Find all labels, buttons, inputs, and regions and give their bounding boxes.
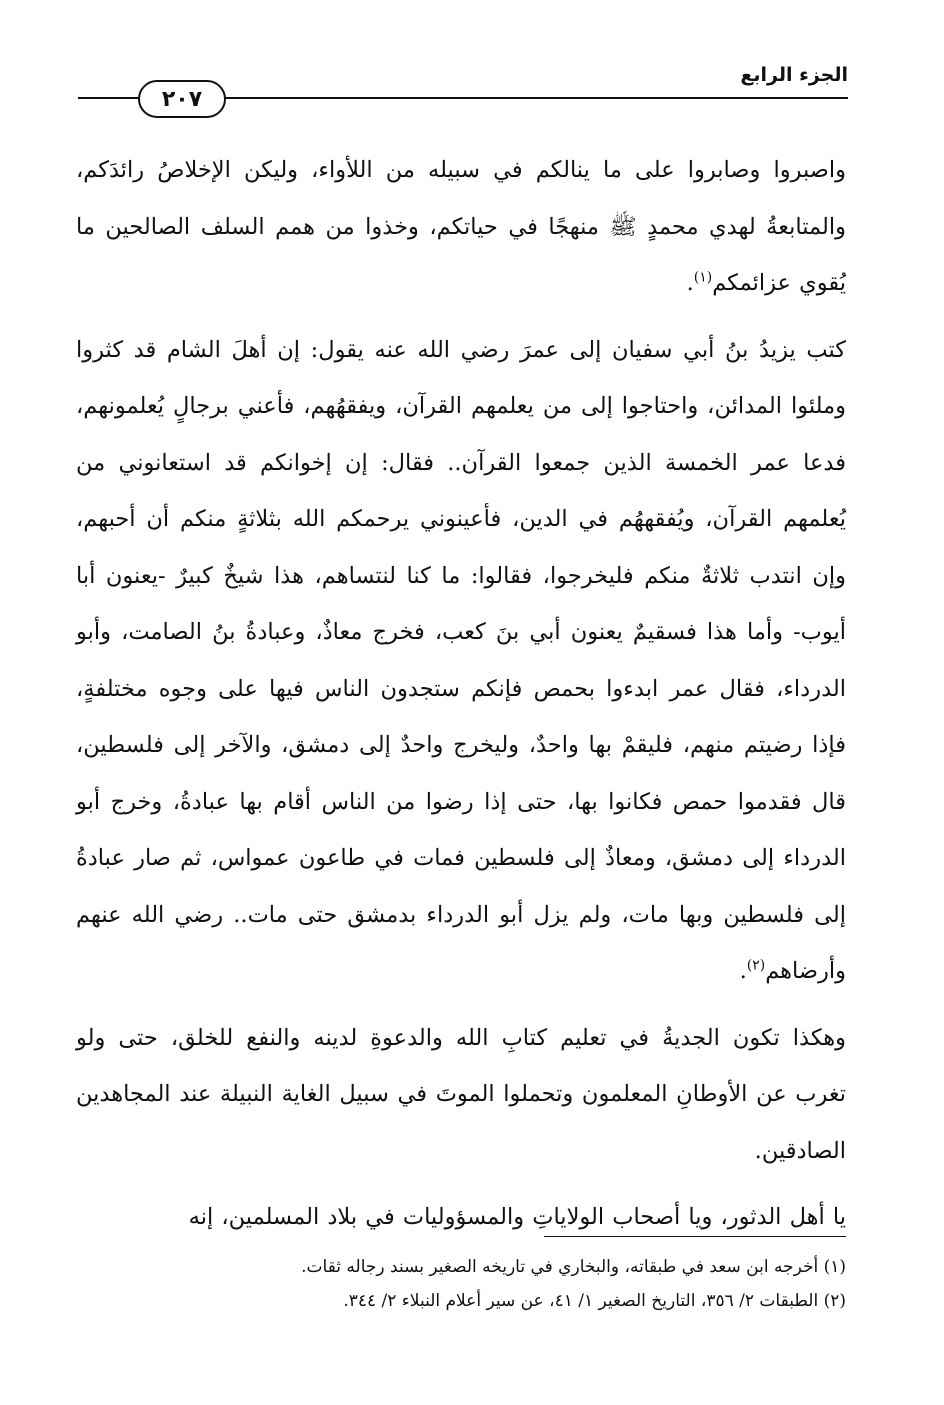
paragraph-text: كتب يزيدُ بنُ أبي سفيان إلى عمرَ رضي الله عنه يقول: إن أهلَ الشام قد كثروا وملئوا المدائن، واحتاجوا إلى من يعلمهم القرآن، ويفقهُهم، فأعني برجالٍ يُعلمونهم، فدعا عمر الخمسة الذين جمعوا القرآن.. فقال: إن إخوانكم قد استعانوني من يُعلمهم القرآن، ويُفقههُم في الدين، فأعينوني يرحمكم الله بثلاثةٍ منكم أن أحبهم، وإن انتدب ثلاثةٌ منكم فليخرجوا، فقالوا: ما كنا لنتساهم، هذا شيخٌ كبيرٌ -يعنون أبا أيوب- وأما هذا فسقيمٌ يعنون أبي بنَ كعب، فخرج معاذٌ، وعبادةُ بنُ الصامت، وأبو الدرداء، فقال عمر ابدءوا بحمص فإنكم ستجدون الناس فيها على وجوه مختلفةٍ، فإذا رضيتم منهم، فليقمْ بها واحدٌ، وليخرج واحدٌ إلى دمشق، والآخر إلى فلسطين، قال فقدموا حمص فكانوا بها، حتى إذا رضوا من الناس أقام بها عبادةُ، وخرج أبو الدرداء إلى دمشق، ومعاذٌ إلى فلسطين فمات في طاعون عمواس، ثم صار عبادةُ إلى فلسطين وبها مات، ولم يزل أبو الدرداء بدمشق حتى مات.. رضي الله عنهم وأرضاهم <box>76 336 846 984</box>
body-text <box>76 142 846 1246</box>
page-header <box>78 58 848 112</box>
paragraph <box>76 1010 846 1180</box>
footnote-reference: (١) <box>693 269 713 286</box>
paragraph-text: وهكذا تكون الجديةُ في تعليم كتابِ الله والدعوةِ لدينه والنفع للخلق، حتى ولو تغرب عن الأوطانِ المعلمون وتحملوا الموتَ في سبيل الغاية النبيلة عند المجاهدين الصادقين. <box>76 1024 846 1164</box>
paragraph-text: يا أهل الدثور، ويا أصحاب الولاياتِ والمسؤوليات في بلاد المسلمين، إنه <box>188 1204 846 1230</box>
footnote-reference: (٢) <box>746 957 766 974</box>
page-number: ٢٠٧ <box>138 80 226 118</box>
running-title: الجزء الرابع <box>740 64 848 86</box>
paragraph <box>76 1189 846 1246</box>
paragraph-end: . <box>739 958 747 984</box>
paragraph-text: واصبروا وصابروا على ما ينالكم في سبيله من اللأواء، وليكن الإخلاصُ رائدَكم، والمتابعةُ لهدي محمدٍ ﷺ منهجًا في حياتكم، وخذوا من همم السلف الصالحين ما يُقوي عزائمكم <box>76 157 846 296</box>
paragraph <box>76 322 846 1000</box>
footnote: (٢) الطبقات ٢/ ٣٥٦، التاريخ الصغير ١/ ٤١، عن سير أعلام النبلاء ٢/ ٣٤٤. <box>343 1291 846 1311</box>
footnote-separator <box>544 1236 846 1237</box>
footnote: (١) أخرجه ابن سعد في طبقاته، والبخاري في تاريخه الصغير بسند رجاله ثقات. <box>301 1257 846 1277</box>
footnotes <box>76 1250 846 1318</box>
paragraph-end: . <box>686 270 694 296</box>
paragraph <box>76 142 846 312</box>
